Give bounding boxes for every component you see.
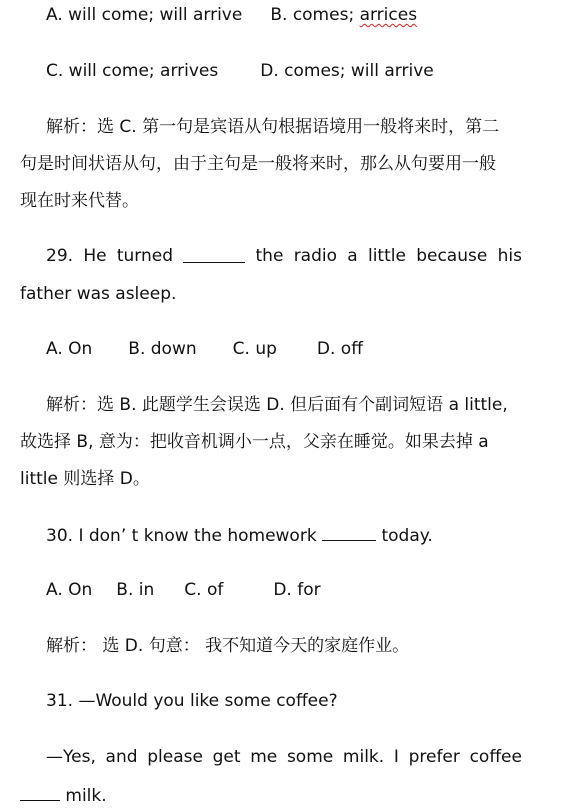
q29-option-c: C. up <box>232 339 277 359</box>
q29-option-a: A. On <box>46 339 93 359</box>
q28-analysis-line-2: 句是时间状语从句，由于主句是一般将来时，那么从句要用一般 <box>20 154 496 174</box>
q30-stem: 30. I don’ t know the homework today. <box>46 522 433 546</box>
q29-stem-line-2: father was asleep. <box>20 284 177 304</box>
q30-options <box>46 578 321 602</box>
q29-option-b: B. down <box>128 339 197 359</box>
q29-analysis-line-2: 故选择 B, 意为：把收音机调小一点，父亲在睡觉。如果去掉 a <box>20 432 489 452</box>
q28-option-a: A. will come; will arrive <box>46 5 243 25</box>
q29-word: turned <box>116 246 173 266</box>
q29-word: the <box>255 246 284 266</box>
q28-analysis-line-3: 现在时来代替。 <box>20 191 139 211</box>
q29-word: because <box>416 246 488 266</box>
q30-answer-blank <box>322 522 376 541</box>
q28-option-b: B. comes; arrices <box>270 5 418 25</box>
q29-answer-blank <box>183 244 245 263</box>
q30-option-b: B. in <box>116 580 155 600</box>
q29-analysis-line-1: 解析：选 B. 此题学生会误选 D. 但后面有个副词短语 a little, <box>46 395 508 415</box>
q28-option-c: C. will come; arrives <box>46 61 219 81</box>
q30-analysis: 解析： 选 D. 句意： 我不知道今天的家庭作业。 <box>46 636 410 656</box>
q31-stem: 31. —Would you like some coffee? <box>46 691 338 711</box>
q31-word: please <box>147 747 203 767</box>
q30-option-c: C. of <box>184 580 224 600</box>
q31-reply-line-2: milk. <box>20 782 107 806</box>
q28-options-line-2 <box>46 59 434 83</box>
q31-word: me <box>250 747 278 767</box>
q31-word: and <box>105 747 138 767</box>
q29-word: his <box>497 246 522 266</box>
q31-word: milk. <box>342 747 385 767</box>
q31-word: I <box>393 747 399 767</box>
q31-word: coffee <box>469 747 522 767</box>
q28-options-line-1 <box>46 3 417 27</box>
q29-option-d: D. off <box>316 339 363 359</box>
q28-analysis-line-1: 解析：选 C. 第一句是宾语从句根据语境用一般将来时，第二 <box>46 117 500 137</box>
q30-option-a: A. On <box>46 580 93 600</box>
q29-word: He <box>83 246 107 266</box>
q29-number: 29. <box>46 246 74 266</box>
spelling-error-word: arrices <box>359 5 418 25</box>
q29-word: little <box>367 246 406 266</box>
q31-reply-line-1 <box>46 745 522 769</box>
q31-word: get <box>212 747 241 767</box>
q29-stem-line-1 <box>46 244 522 268</box>
q29-word: radio <box>293 246 338 266</box>
q30-option-d: D. for <box>273 580 321 600</box>
q31-answer-blank <box>20 782 60 801</box>
q31-word: some <box>286 747 334 767</box>
q29-analysis-line-3: little 则选择 D。 <box>20 469 150 489</box>
q31-word: prefer <box>408 747 460 767</box>
q29-options <box>46 337 363 361</box>
q29-word: a <box>347 246 358 266</box>
q31-word: —Yes, <box>46 747 96 767</box>
q28-option-d: D. comes; will arrive <box>260 61 434 81</box>
